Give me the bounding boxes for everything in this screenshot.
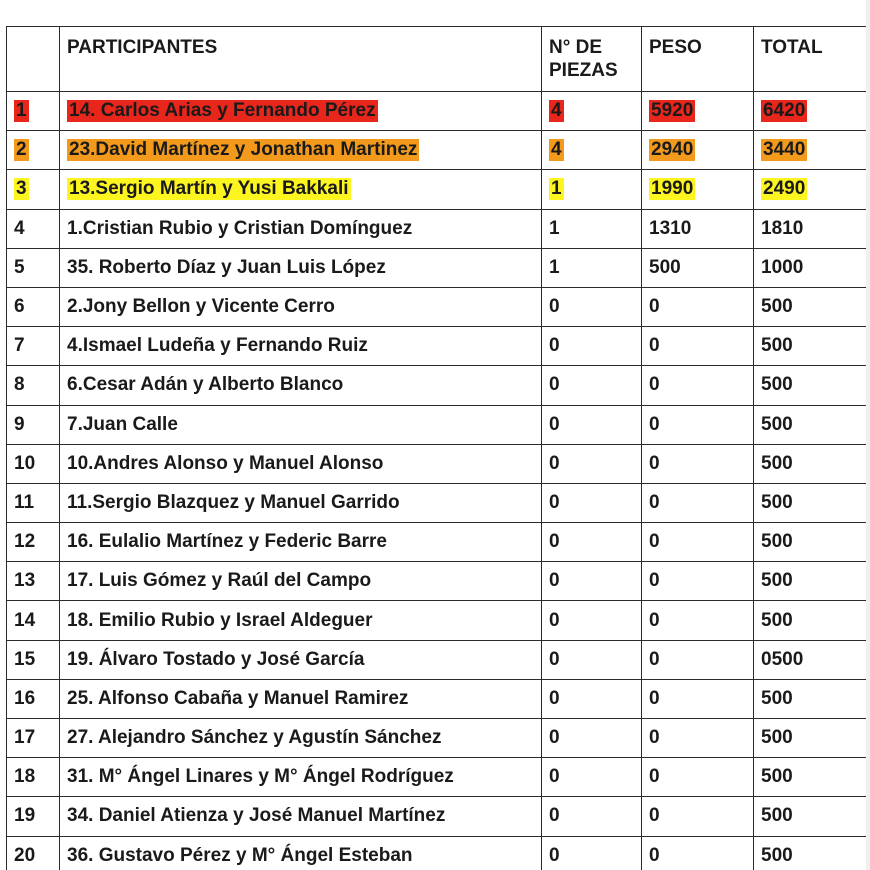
weight-text: 500	[649, 256, 681, 278]
pieces-cell	[542, 601, 642, 640]
weight-text: 0	[649, 452, 660, 474]
table-row	[7, 719, 867, 758]
weight-text: 0	[649, 335, 660, 357]
position-cell	[7, 327, 60, 366]
weight-text: 0	[649, 609, 660, 631]
weight-text: 1990	[651, 178, 694, 200]
position-cell	[7, 483, 60, 522]
participants-text: 25. Alfonso Cabaña y Manuel Ramirez	[67, 687, 409, 709]
pieces-text: 0	[549, 570, 560, 592]
participants-cell	[60, 523, 542, 562]
position-text: 17	[14, 727, 36, 749]
pieces-text: 0	[549, 374, 560, 396]
pieces-cell	[542, 92, 642, 131]
table-row	[7, 248, 867, 287]
total-cell	[754, 719, 867, 758]
weight-cell	[642, 836, 754, 870]
weight-cell	[642, 758, 754, 797]
total-cell	[754, 601, 867, 640]
table-row	[7, 836, 867, 870]
pieces-text: 1	[549, 217, 560, 239]
position-cell	[7, 523, 60, 562]
weight-text: 0	[649, 570, 660, 592]
position-text: 8	[14, 374, 25, 396]
pieces-cell	[542, 209, 642, 248]
total-cell	[754, 797, 867, 836]
pieces-text: 0	[549, 844, 560, 866]
weight-text: 5920	[651, 100, 694, 122]
position-text: 3	[16, 178, 27, 200]
participants-cell	[60, 366, 542, 405]
weight-cell	[642, 287, 754, 326]
position-text: 14	[14, 609, 36, 631]
total-text: 500	[761, 374, 793, 396]
position-cell	[7, 248, 60, 287]
weight-text: 0	[649, 844, 660, 866]
total-cell	[754, 483, 867, 522]
participants-text: 31. M° Ángel Linares y M° Ángel Rodríguez	[67, 766, 454, 788]
participants-cell	[60, 483, 542, 522]
total-cell	[754, 131, 867, 170]
pieces-text: 0	[549, 805, 560, 827]
total-cell	[754, 92, 867, 131]
position-cell	[7, 679, 60, 718]
total-text: 0500	[761, 648, 804, 670]
pieces-cell	[542, 679, 642, 718]
weight-cell	[642, 92, 754, 131]
pieces-cell	[542, 170, 642, 209]
total-text: 500	[761, 609, 793, 631]
table-row	[7, 679, 867, 718]
pieces-cell	[542, 758, 642, 797]
position-text: 5	[14, 256, 25, 278]
weight-cell	[642, 640, 754, 679]
weight-cell	[642, 248, 754, 287]
position-text: 1	[16, 100, 27, 122]
participants-text: 6.Cesar Adán y Alberto Blanco	[67, 374, 344, 396]
total-cell	[754, 405, 867, 444]
participants-text: 27. Alejandro Sánchez y Agustín Sánchez	[67, 727, 442, 749]
position-cell	[7, 405, 60, 444]
table-row	[7, 366, 867, 405]
pieces-text: 0	[549, 727, 560, 749]
weight-cell	[642, 679, 754, 718]
pieces-text: 0	[549, 531, 560, 553]
participants-text: 18. Emilio Rubio y Israel Aldeguer	[67, 609, 373, 631]
participants-text: 16. Eulalio Martínez y Federic Barre	[67, 531, 387, 553]
weight-cell	[642, 797, 754, 836]
position-text: 2	[16, 139, 27, 161]
position-cell	[7, 836, 60, 870]
results-table	[6, 26, 867, 870]
position-cell	[7, 170, 60, 209]
weight-text: 0	[649, 374, 660, 396]
position-text: 18	[14, 766, 36, 788]
total-cell	[754, 758, 867, 797]
weight-cell	[642, 523, 754, 562]
header-row	[7, 27, 867, 92]
results-body	[7, 92, 867, 870]
pieces-cell	[542, 797, 642, 836]
position-cell	[7, 209, 60, 248]
position-text: 15	[14, 648, 36, 670]
participants-cell	[60, 640, 542, 679]
weight-text: 0	[649, 491, 660, 513]
weight-cell	[642, 170, 754, 209]
weight-text: 0	[649, 687, 660, 709]
pieces-cell	[542, 444, 642, 483]
pieces-cell	[542, 248, 642, 287]
weight-text: 0	[649, 531, 660, 553]
pieces-cell	[542, 131, 642, 170]
position-text: 9	[14, 413, 25, 435]
total-cell	[754, 366, 867, 405]
participants-cell	[60, 601, 542, 640]
total-text: 3440	[763, 139, 806, 161]
total-cell	[754, 444, 867, 483]
participants-cell	[60, 562, 542, 601]
participants-cell	[60, 327, 542, 366]
position-text: 7	[14, 335, 25, 357]
participants-text: 13.Sergio Martín y Yusi Bakkali	[69, 178, 349, 200]
weight-text: 0	[649, 648, 660, 670]
pieces-cell	[542, 287, 642, 326]
total-cell	[754, 209, 867, 248]
participants-cell	[60, 131, 542, 170]
weight-cell	[642, 483, 754, 522]
pieces-cell	[542, 327, 642, 366]
participants-text: 34. Daniel Atienza y José Manuel Martínez	[67, 805, 446, 827]
participants-text: 14. Carlos Arias y Fernando Pérez	[69, 100, 376, 122]
total-cell	[754, 287, 867, 326]
participants-text: 17. Luis Gómez y Raúl del Campo	[67, 570, 372, 592]
total-text: 500	[761, 805, 793, 827]
table-row	[7, 405, 867, 444]
position-text: 6	[14, 296, 25, 318]
position-text: 4	[14, 217, 25, 239]
table-row	[7, 483, 867, 522]
position-cell	[7, 366, 60, 405]
total-text: 500	[761, 570, 793, 592]
total-text: 500	[761, 335, 793, 357]
table-row	[7, 444, 867, 483]
total-text: 500	[761, 844, 793, 866]
weight-cell	[642, 209, 754, 248]
table-row	[7, 92, 867, 131]
position-text: 13	[14, 570, 36, 592]
participants-cell	[60, 170, 542, 209]
participants-text: 10.Andres Alonso y Manuel Alonso	[67, 452, 384, 474]
total-cell	[754, 523, 867, 562]
weight-cell	[642, 327, 754, 366]
table-row	[7, 170, 867, 209]
total-text: 500	[761, 452, 793, 474]
total-text: 500	[761, 296, 793, 318]
pieces-text: 0	[549, 648, 560, 670]
weight-cell	[642, 719, 754, 758]
pieces-text: 0	[549, 609, 560, 631]
position-cell	[7, 92, 60, 131]
table-row	[7, 601, 867, 640]
weight-text: 0	[649, 766, 660, 788]
participants-text: 11.Sergio Blazquez y Manuel Garrido	[67, 491, 400, 513]
position-cell	[7, 131, 60, 170]
pieces-text: 0	[549, 335, 560, 357]
pieces-text: 4	[551, 139, 562, 161]
total-cell	[754, 327, 867, 366]
participants-cell	[60, 719, 542, 758]
position-cell	[7, 444, 60, 483]
total-cell	[754, 836, 867, 870]
position-cell	[7, 601, 60, 640]
total-text: 500	[761, 687, 793, 709]
weight-cell	[642, 405, 754, 444]
header-participants: PARTICIPANTES	[60, 27, 542, 92]
participants-text: 2.Jony Bellon y Vicente Cerro	[67, 296, 335, 318]
table-row	[7, 209, 867, 248]
pieces-cell	[542, 405, 642, 444]
pieces-text: 0	[549, 296, 560, 318]
total-cell	[754, 170, 867, 209]
participants-cell	[60, 758, 542, 797]
total-cell	[754, 562, 867, 601]
pieces-text: 0	[549, 766, 560, 788]
participants-text: 4.Ismael Ludeña y Fernando Ruiz	[67, 335, 368, 357]
header-total: TOTAL	[754, 27, 867, 92]
weight-text: 2940	[651, 139, 694, 161]
table-row	[7, 758, 867, 797]
total-text: 2490	[763, 178, 806, 200]
position-cell	[7, 287, 60, 326]
participants-text: 23.David Martínez y Jonathan Martinez	[69, 139, 418, 161]
weight-cell	[642, 366, 754, 405]
pieces-cell	[542, 836, 642, 870]
weight-text: 0	[649, 727, 660, 749]
table-row	[7, 287, 867, 326]
pieces-cell	[542, 366, 642, 405]
position-text: 20	[14, 844, 36, 866]
position-text: 11	[14, 491, 35, 513]
position-text: 10	[14, 452, 36, 474]
table-row	[7, 327, 867, 366]
pieces-text: 0	[549, 491, 560, 513]
pieces-cell	[542, 640, 642, 679]
table-row	[7, 523, 867, 562]
participants-cell	[60, 444, 542, 483]
total-cell	[754, 679, 867, 718]
total-text: 500	[761, 727, 793, 749]
total-text: 500	[761, 413, 793, 435]
total-cell	[754, 640, 867, 679]
participants-text: 1.Cristian Rubio y Cristian Domínguez	[67, 217, 413, 239]
weight-text: 0	[649, 296, 660, 318]
weight-cell	[642, 131, 754, 170]
participants-text: 7.Juan Calle	[67, 413, 178, 435]
participants-cell	[60, 405, 542, 444]
header-pieces: N° DE PIEZAS	[542, 27, 642, 92]
total-text: 500	[761, 766, 793, 788]
participants-cell	[60, 836, 542, 870]
participants-cell	[60, 248, 542, 287]
pieces-cell	[542, 719, 642, 758]
weight-cell	[642, 601, 754, 640]
participants-text: 36. Gustavo Pérez y M° Ángel Esteban	[67, 844, 413, 866]
weight-cell	[642, 444, 754, 483]
total-text: 1810	[761, 217, 804, 239]
header-position	[7, 27, 60, 92]
weight-cell	[642, 562, 754, 601]
participants-cell	[60, 287, 542, 326]
weight-text: 1310	[649, 217, 692, 239]
participants-text: 35. Roberto Díaz y Juan Luis López	[67, 256, 386, 278]
participants-cell	[60, 797, 542, 836]
position-text: 19	[14, 805, 36, 827]
table-row	[7, 131, 867, 170]
position-cell	[7, 719, 60, 758]
total-text: 1000	[761, 256, 804, 278]
total-text: 6420	[763, 100, 806, 122]
position-text: 12	[14, 531, 36, 553]
position-cell	[7, 797, 60, 836]
page-edge	[866, 0, 870, 870]
header-weight: PESO	[642, 27, 754, 92]
position-cell	[7, 640, 60, 679]
pieces-cell	[542, 483, 642, 522]
participants-cell	[60, 209, 542, 248]
table-row	[7, 640, 867, 679]
pieces-text: 4	[551, 100, 562, 122]
pieces-text: 0	[549, 413, 560, 435]
table-row	[7, 562, 867, 601]
weight-text: 0	[649, 413, 660, 435]
pieces-cell	[542, 523, 642, 562]
participants-cell	[60, 92, 542, 131]
pieces-text: 0	[549, 687, 560, 709]
participants-text: 19. Álvaro Tostado y José García	[67, 648, 365, 670]
pieces-cell	[542, 562, 642, 601]
position-cell	[7, 758, 60, 797]
total-text: 500	[761, 491, 793, 513]
table-row	[7, 797, 867, 836]
position-cell	[7, 562, 60, 601]
weight-text: 0	[649, 805, 660, 827]
participants-cell	[60, 679, 542, 718]
position-text: 16	[14, 687, 36, 709]
total-text: 500	[761, 531, 793, 553]
pieces-text: 1	[549, 256, 560, 278]
pieces-text: 1	[551, 178, 562, 200]
pieces-text: 0	[549, 452, 560, 474]
total-cell	[754, 248, 867, 287]
